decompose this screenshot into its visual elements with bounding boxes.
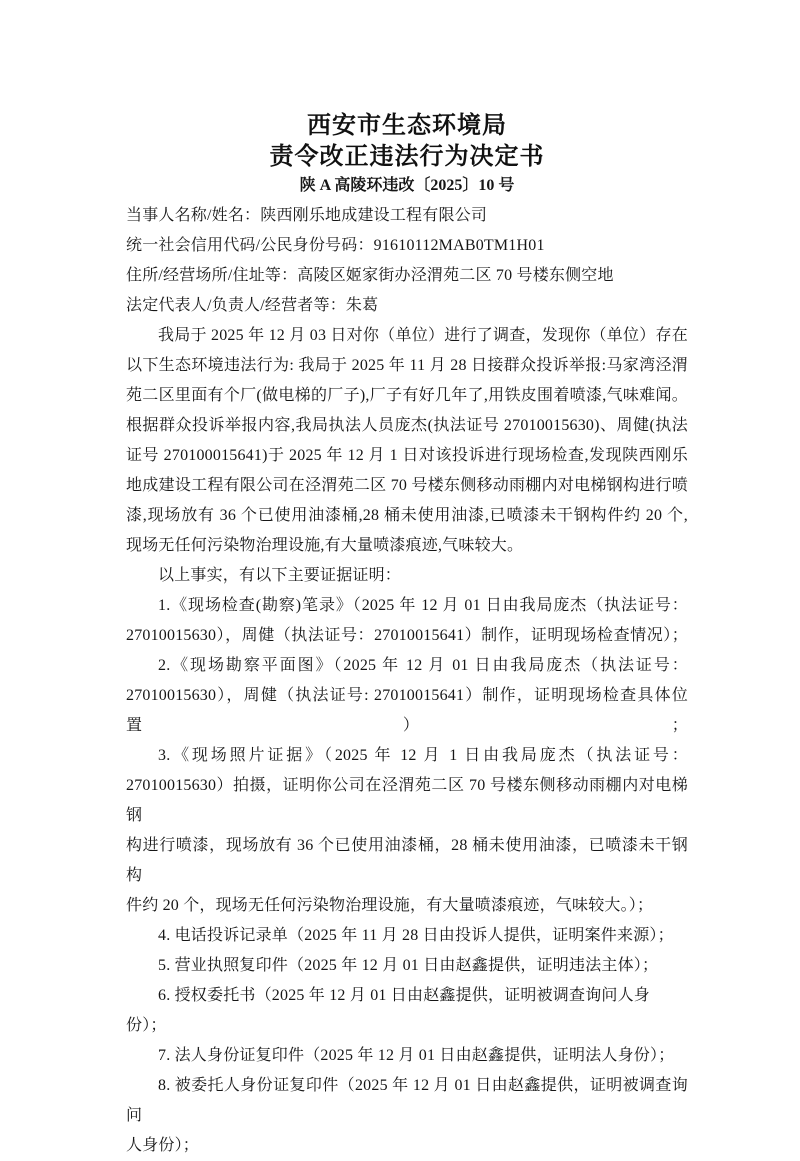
body-line: 1.《现场检查(勘察)笔录》（2025 年 12 月 01 日由我局庞杰（执法证号： [158,597,688,614]
body-line: 27010015630），周健（执法证号: 27010015641）制作，证明现场检查具体位置）； [126,687,688,734]
document-number: 陕 A 高陵环违改〔2025〕10 号 [299,177,515,194]
body-line: 根据群众投诉举报内容,我局执法人员庞杰(执法证号 27010015630)、周健(执法 [126,417,688,434]
body-line: 以上事实，有以下主要证据证明： [158,567,402,584]
body-line: 我局于 2025 年 12 月 03 日对你（单位）进行了调查，发现你（单位）存在 [158,327,688,344]
document-header [126,0,688,199]
body-line: 8. 被委托人身份证复印件（2025 年 12 月 01 日由赵鑫提供，证明被调查询问 [126,1077,688,1124]
body-line: 3.《现场照片证据》（2025 年 12 月 1 日由我局庞杰（执法证号： [158,747,688,764]
body-line: 件约 20 个，现场无任何污染物治理设施，有大量喷漆痕迹，气味较大。）； [126,897,654,914]
body-line: 5. 营业执照复印件（2025 年 12 月 01 日由赵鑫提供，证明违法主体）； [158,957,659,974]
document-content [126,0,688,1161]
body-line: 27010015630）拍摄，证明你公司在泾渭苑二区 70 号楼东侧移动雨棚内对电梯钢 [126,777,688,824]
body-line: 统一社会信用代码/公民身份号码：91610112MAB0TM1H01 [126,237,545,254]
body-line: 住所/经营场所/住址等：高陵区姬家街办泾渭苑二区 70 号楼东侧空地 [126,267,614,284]
body-line: 以下生态环境违法行为: 我局于 2025 年 11 月 28 日接群众投诉举报:马家湾泾渭 [126,357,688,374]
body-line: 漆,现场放有 36 个已使用油漆桶,28 桶未使用油漆,已喷漆未干钢构件约 20 个, [126,507,688,524]
body-line: 地成建设工程有限公司在泾渭苑二区 70 号楼东侧移动雨棚内对电梯钢构进行喷 [126,477,688,494]
body-line: 证号 270100015641)于 2025 年 12 月 1 日对该投诉进行现场检查,发现陕西刚乐 [126,447,688,464]
body-line: 4. 电话投诉记录单（2025 年 11 月 28 日由投诉人提供，证明案件来源）； [158,927,674,944]
body-line: 7. 法人身份证复印件（2025 年 12 月 01 日由赵鑫提供，证明法人身份）； [158,1047,675,1064]
document-title: 责令改正违法行为决定书 [269,143,545,170]
body-line: 6. 授权委托书（2025 年 12 月 01 日由赵鑫提供，证明被调查询问人身份）； [126,987,651,1034]
body-line: 法定代表人/负责人/经营者等：朱葛 [126,297,379,314]
body-line: 2.《现场勘察平面图》（2025 年 12 月 01 日由我局庞杰（执法证号： [158,657,688,674]
document-body [126,201,688,1161]
body-line: 现场无任何污染物治理设施,有大量喷漆痕迹,气味较大。 [126,537,524,554]
body-line: 人身份）； [126,1137,200,1154]
body-line: 苑二区里面有个厂(做电梯的厂子),厂子有好几年了,用铁皮围着喷漆,气味难闻。 [126,387,688,404]
agency-title: 西安市生态环境局 [307,112,507,139]
body-line: 当事人名称/姓名：陕西刚乐地成建设工程有限公司 [126,207,488,224]
body-line: 构进行喷漆，现场放有 36 个已使用油漆桶，28 桶未使用油漆，已喷漆未干钢构 [126,837,688,884]
body-line: 27010015630），周健（执法证号：27010015641）制作，证明现场检查情况）； [126,627,688,644]
